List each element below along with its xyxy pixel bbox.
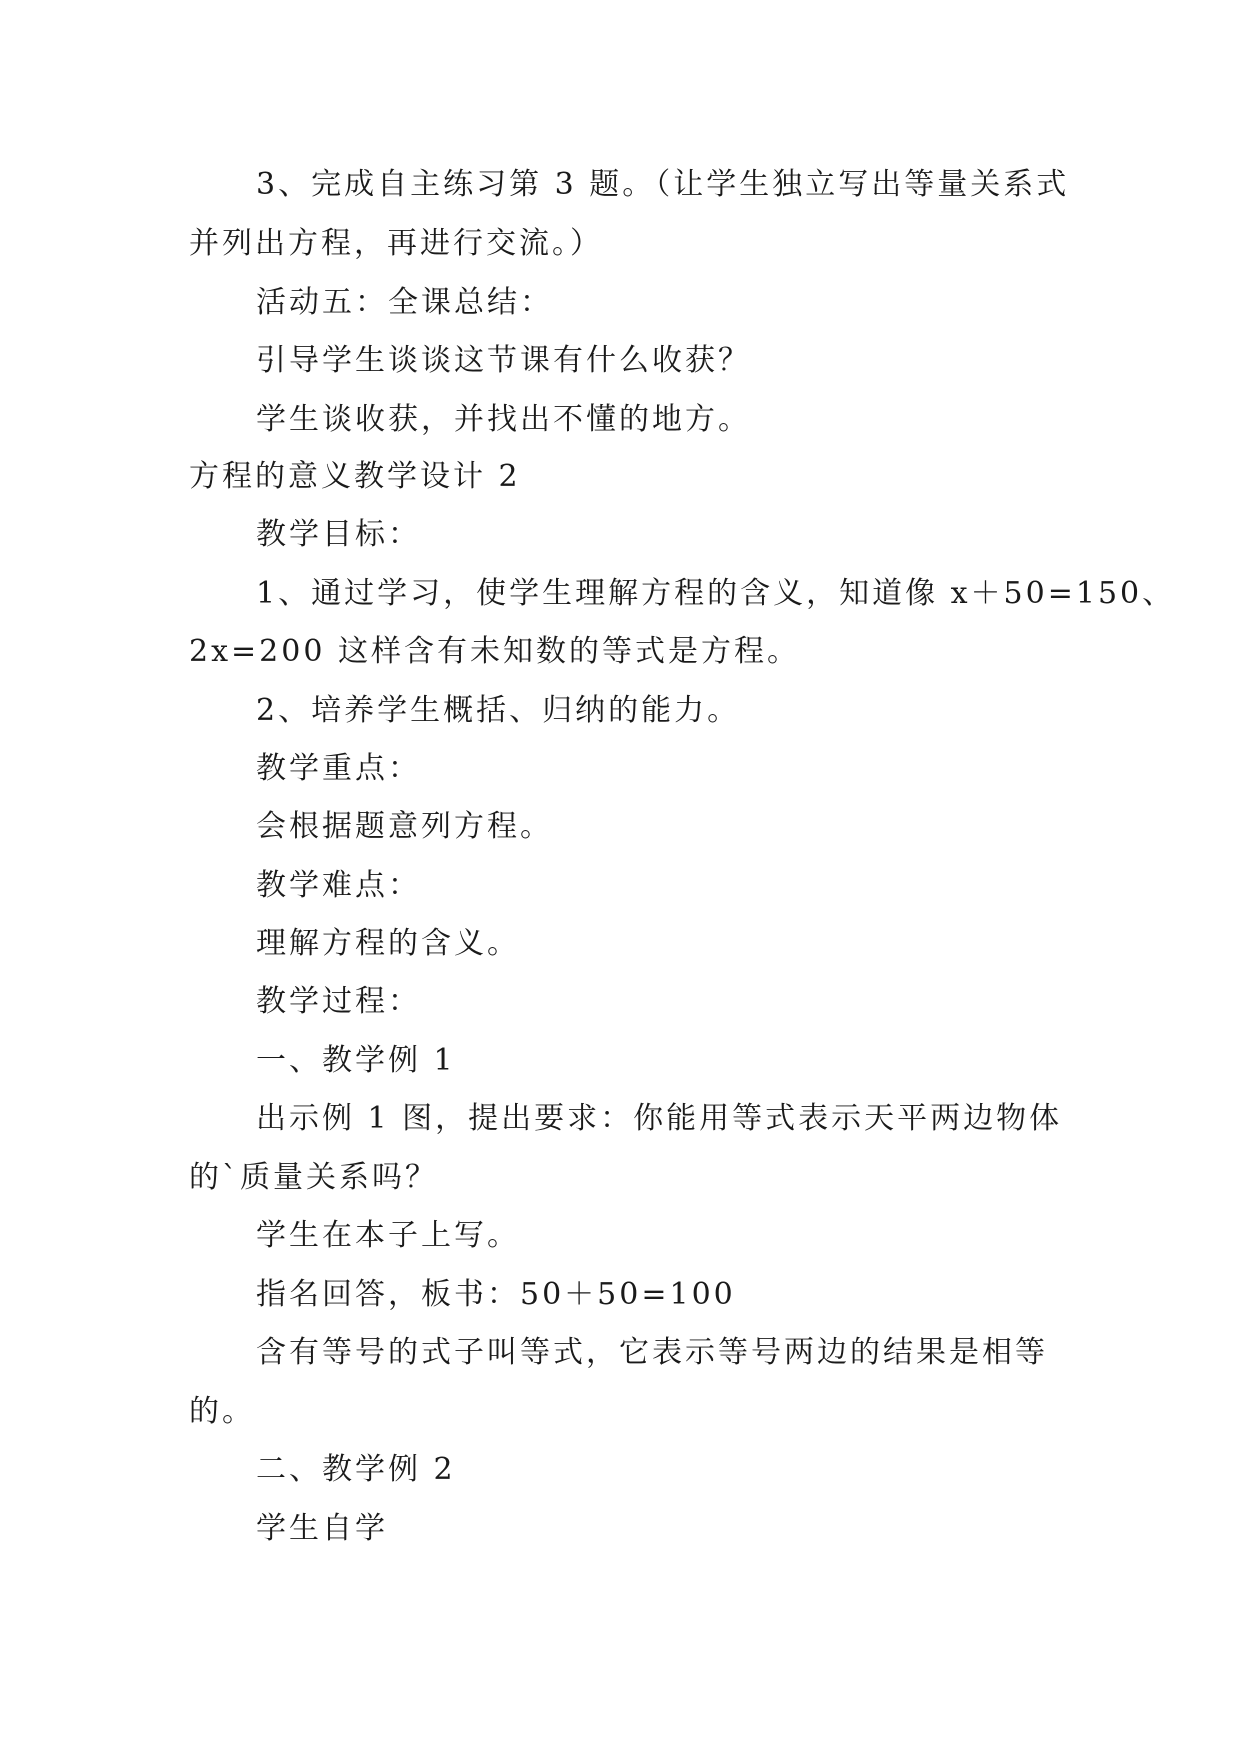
text-line: 并列出方程，再进行交流。）: [189, 226, 603, 261]
text-line: 二、教学例 2: [256, 1452, 456, 1487]
text-line: 含有等号的式子叫等式，它表示等号两边的结果是相等: [256, 1335, 1048, 1370]
text-line: 1、通过学习，使学生理解方程的含义，知道像 x＋50=150、: [256, 576, 1176, 611]
text-line: 教学难点：: [256, 868, 421, 903]
text-line: 出示例 1 图，提出要求：你能用等式表示天平两边物体: [256, 1101, 1063, 1136]
section-heading: 方程的意义教学设计 2: [189, 459, 521, 494]
text-line: 活动五：全课总结：: [256, 285, 553, 320]
text-line: 指名回答，板书：50＋50=100: [256, 1277, 736, 1312]
text-line: 的`质量关系吗？: [189, 1160, 438, 1195]
text-line: 学生自学: [256, 1511, 388, 1546]
text-line: 2、培养学生概括、归纳的能力。: [256, 693, 741, 728]
text-line: 会根据题意列方程。: [256, 809, 553, 844]
text-line: 2x=200 这样含有未知数的等式是方程。: [189, 634, 800, 669]
text-line: 理解方程的含义。: [256, 926, 520, 961]
text-line: 教学目标：: [256, 517, 421, 552]
text-line: 一、教学例 1: [256, 1043, 456, 1078]
text-line: 学生在本子上写。: [256, 1218, 520, 1253]
text-line: 的。: [189, 1394, 255, 1429]
text-line: 教学重点：: [256, 751, 421, 786]
text-line: 教学过程：: [256, 984, 421, 1019]
text-line: 学生谈收获，并找出不懂的地方。: [256, 402, 751, 437]
text-line: 引导学生谈谈这节课有什么收获？: [256, 343, 751, 378]
text-line: 3、完成自主练习第 3 题。（让学生独立写出等量关系式: [256, 167, 1070, 202]
